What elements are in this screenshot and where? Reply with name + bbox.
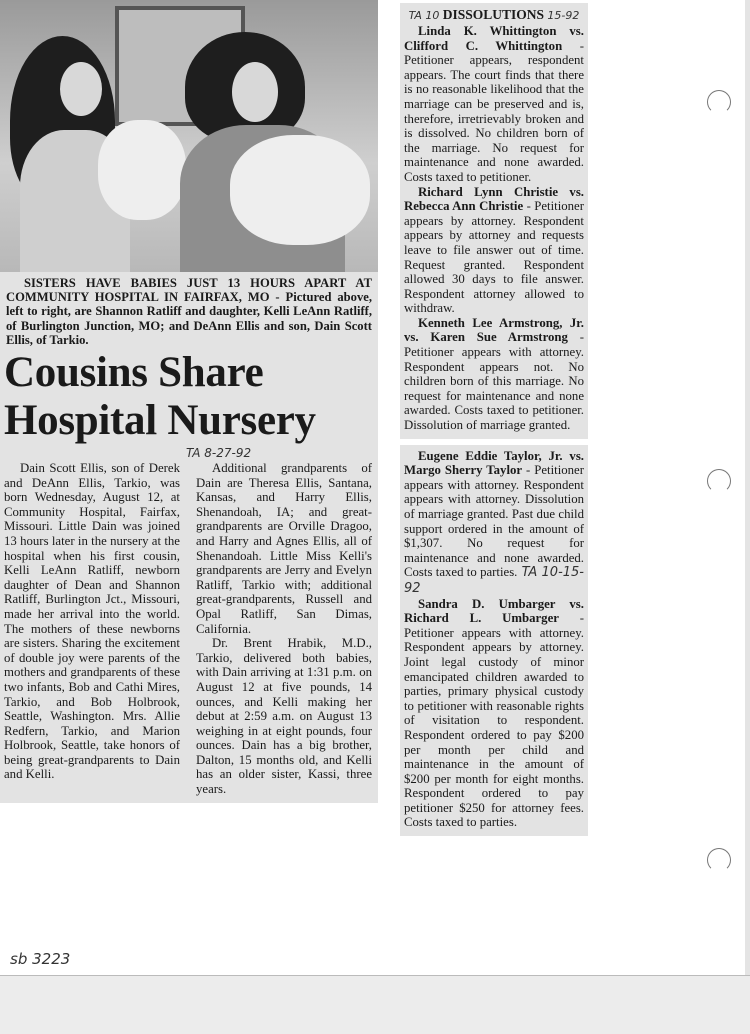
case-names: Eugene Eddie Taylor, Jr. vs. Margo Sherry Taylor (404, 448, 584, 478)
punch-hole (707, 848, 731, 872)
article-clipping (0, 0, 378, 803)
article-column-1 (4, 461, 180, 797)
dissolutions-list (404, 24, 584, 433)
handwritten-note: TA 10 (408, 9, 440, 22)
page-edge (745, 0, 750, 975)
photo-sisters-with-babies (0, 0, 378, 272)
paragraph: Additional grandparents of Dain are Theresa Ellis, Santana, Kansas, and Harry Ellis, Shenandoah, IA; and great-grandparents are Orville Dragoo, and Harry and Agnes Ellis, all of Shenandoah. Little Miss Kelli's grandparents are Jerry and Evelyn Ratliff, Tarkio with; additional great-grandparents, Russell and Opal Ratliff, San Dimas, California. (196, 461, 372, 636)
dissolutions-clipping-1 (400, 3, 588, 439)
punch-hole (707, 469, 731, 493)
case-names: Richard Lynn Christie vs. Rebecca Ann Christie (404, 184, 584, 214)
article-column-2 (196, 461, 372, 797)
case-names: Linda K. Whittington vs. Clifford C. Whittington (404, 24, 584, 53)
headline-line-2: Hospital Nursery (4, 397, 316, 445)
list-item (404, 449, 584, 597)
list-item (404, 24, 584, 185)
case-names: Kenneth Lee Armstrong, Jr. vs. Karen Sue Armstrong (404, 315, 584, 345)
headline (4, 349, 378, 445)
handwritten-date: TA 10-15-92 (404, 565, 584, 596)
case-text: - Petitioner appears with attorney. Respondent appears by attorney. Joint legal custody of minor emancipated children awarded to parties, primary physical custody to petitioner with reasonable rights of visitation to respondent. Respondent ordered to pay $200 per month per child and maintenance in the amount of $200 per month for eight months. Respondent ordered to pay petitioner $250 for attorney fees. Costs taxed to parties. (404, 611, 584, 830)
article-columns (4, 461, 372, 797)
scanner-background (0, 975, 750, 1034)
headline-line-1: Cousins Share (4, 349, 264, 397)
paragraph: Dr. Brent Hrabik, M.D., Tarkio, delivered both babies, with Dain arriving at 1:31 p.m. on August 12 at five pounds, 14 ounces, and Kelli making her debut at 2:59 a.m. on August 13 weighing in at eight pounds, four ounces. Dain has a big brother, Dalton, 15 months old, and Kelli has an older sister, Kassi, three years. (196, 636, 372, 797)
punch-hole (707, 90, 731, 114)
heading-text: DISSOLUTIONS (442, 7, 545, 22)
case-text: - Petitioner appears with attorney. Respondent appears not. No children born of this marriage. No request for maintenance and none awarded. Costs taxed to petitioner. Dissolution of marriage granted. (404, 330, 584, 433)
case-text: - Petitioner appears with attorney. Respondent appears with attorney. Dissolution of marriage granted. Past due child support ordered in the amount of $1,307. No request for maintenance and none awarded. Costs taxed to parties. (404, 463, 584, 580)
photo-caption: SISTERS HAVE BABIES JUST 13 HOURS APART AT COMMUNITY HOSPITAL IN FAIRFAX, MO - Pictured above, left to right, are Shannon Ratliff and daughter, Kelli LeAnn Ratliff, of Burlington Junction, MO; and DeAnn Ellis and son, Dain Scott Ellis, of Tarkio. (6, 276, 372, 347)
handwritten-date: TA 8-27-92 (186, 446, 252, 461)
case-text: - Petitioner appears by attorney. Respondent appears by attorney and requests leave to file answer out of time. Request granted. Respondent allowed 30 days to file answer. Respondent attorney allowed to withdraw. (404, 199, 585, 316)
case-text: - Petitioner appears, respondent appears. The court finds that there is no reasonable likelihood that the marriage can be preserved and is, therefore, irretrievably broken and is dissolved. No children born of the marriage. No request for maintenance and none awarded. Costs taxed to petitioner. (404, 38, 584, 184)
dissolutions-column (400, 3, 588, 836)
handwritten-note: 15-92 (547, 9, 580, 22)
dissolutions-heading (404, 7, 584, 24)
list-item (404, 597, 584, 831)
paragraph: Dain Scott Ellis, son of Derek and DeAnn Ellis, Tarkio, was born Wednesday, August 12, at Community Hospital, Fairfax, Missouri. Little Dain was joined 13 hours later in the nursery at the hospital when his first cousin, Kelli LeAnn Ratliff, newborn daughter of Dean and Shannon Ratliff, Burlington Jct., Missouri, made her arrival into the world. The mothers of these newborns are sisters. Sharing the excitement of double joy were parents of the mothers and grandparents of these two infants, Bob and Cathi Mires, Tarkio, and Bob Holbrook, Seattle, Washington. Mrs. Allie Redfern, Tarkio, and Marion Holbrook, Seattle, take honors of being great-grandparents to Dain and Kelli. (4, 461, 180, 782)
dissolutions-clipping-2 (400, 445, 588, 836)
list-item (404, 316, 584, 433)
list-item (404, 185, 584, 316)
dissolutions-list (404, 449, 584, 830)
case-names: Sandra D. Umbarger vs. Richard L. Umbarger (404, 596, 584, 626)
handwritten-page-label: sb 3223 (10, 950, 71, 968)
